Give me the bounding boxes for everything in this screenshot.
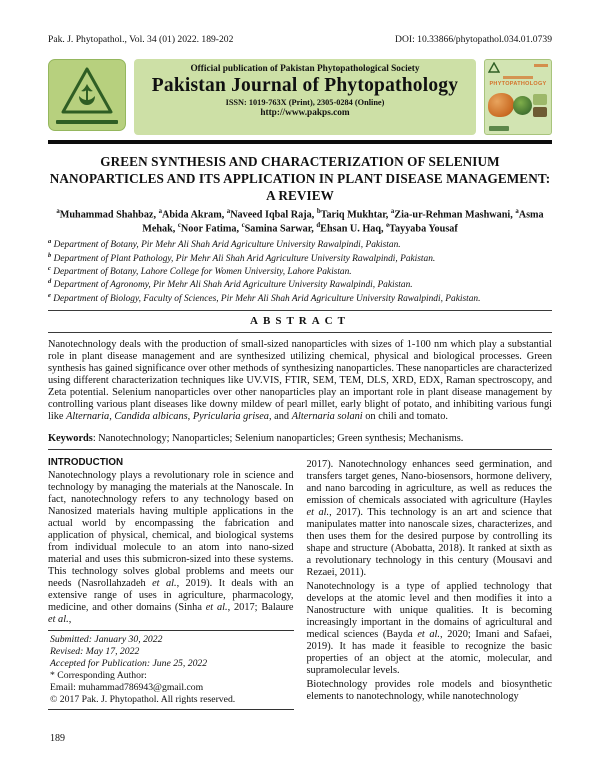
abstract-text: Nanotechnology deals with the production of small-sized nanoparticles with sizes of 1-100 nm which play a substantial role in plant disease management and are synthesized utilizing chemical, physical and biological processes. Green synthesis has gained significance over other methods of synthesizing nanoparticles. These nanoparticles are characterized using different characterization techniques like UV.VIS, FTIR, SEM, TEM, DLS, XRD, EDX, Raman spectroscopy, and Zeta potential. Selenium nanoparticles over other nanoparticles play an important role in plant disease management by controlling various plant diseases like downy mildew of pearl millet, early blight of potato, and inhibiting various fungi like Alternaria, Candida albicans, Pyricularia grisea, and Alternaria solani on chili and tomato. [48,338,552,423]
society-triangle-icon [59,66,115,118]
cover-photo-small-bottom [533,107,547,117]
affiliation-line: $^b$ Department of Plant Pathology, Pir Mehr Ali Shah Arid Agriculture University Rawalpindi, Pakistan. [48,251,436,264]
article-title: GREEN SYNTHESIS AND CHARACTERIZATION OF SELENIUM NANOPARTICLES AND ITS APPLICATION IN PLANT DISEASE MANAGEMENT: A REVIEW [49,153,551,203]
keywords-text: : Nanotechnology; Nanoparticles; Selenium nanoparticles; Green synthesis; Mechanisms. [92,433,464,445]
logo-caption-bar [56,120,118,124]
submitted-date: Submitted: January 30, 2022 [50,634,163,646]
cover-footer-bar [489,126,509,131]
revised-date: Revised: May 17, 2022 [50,646,140,658]
journal-website: http://www.pakps.com [260,108,350,118]
introduction-right-paragraph-3: Biotechnology provides role models and biosynthetic elements to nanotechnology, while nanotechnology [306,679,552,702]
cover-triangle-icon [488,62,500,73]
introduction-heading: INTRODUCTION [48,457,124,469]
affiliation-line: $^a$ Department of Botany, Pir Mehr Ali Shah Arid Agriculture University Rawalpindi, Pakistan. [48,238,401,251]
affiliation-line: $^e$ Department of Biology, Faculty of Sciences, Pir Mehr Ali Shah Arid Agriculture University Rawalpindi, Pakistan. [48,291,481,304]
society-publication-line: Official publication of Pakistan Phytopathological Society [190,64,420,74]
affiliation-line: $^c$ Department of Botany, Lahore College for Women University, Lahore Pakistan. [48,264,352,278]
author-list: $^a$Muhammad Shahbaz, $^a$Abida Akram, $^a$Naveed Iqbal Raja, $^b$Tariq Mukhtar, $^a$Zia-ur-Rehman Mashwani, $^a$Asma Mehak, $^c$Noor Fatima, $^c$Samina Sarwar, $^d$Ehsan U. Haq, $^e$Tayyaba Yousaf [56,207,544,234]
abstract-heading: ABSTRACT [250,314,350,327]
keywords-label: Keywords [48,433,93,445]
affiliation-line: $^d$ Department of Agronomy, Pir Mehr Ali Shah Arid Agriculture University Rawalpindi, Pakistan. [48,278,413,291]
accepted-date: Accepted for Publication: June 25, 2022 [50,658,208,670]
introduction-right-paragraph-2: Nanotechnology is a type of applied technology that develops at the atomic level and then modifies it into a Nanostructure with unique qualities. It is becoming increasingly important in the domains of agricultural and medical sciences (Bayda et al., 2020; Imani and Safaei, 2019). It has made it feasible to recognize the basic properties of an object at the atomic, molecular, and supramolecular levels. [306,581,552,677]
right-column [307,457,553,710]
journal-cover-thumbnail [484,59,552,135]
page-number: 189 [50,733,65,744]
cover-photo-collage [487,90,549,120]
cover-photo-small-top [533,94,547,105]
divider-above-abstract [48,310,552,311]
keywords-line [48,433,552,444]
journal-banner-row [48,59,552,135]
affiliations [48,238,552,305]
society-logo [48,59,126,131]
corresponding-author-email: Email: muhammad786943@gmail.com [50,682,204,694]
running-header [48,34,552,45]
cover-photo-orange [488,93,514,117]
introduction-left-paragraph: Nanotechnology plays a revolutionary role in science and technology by managing the materials at the Nanoscale. In fact, nanotechnology refers to any technology based on Nanosized materials having multiple applications in the actual world by encompassing the fabrication and application of physical, chemical, and biological systems from individual molecule to an atom into nano-sized material and uses this submicron-sized into these systems. This technology solves global problems and meets our needs (Nasrollahzadeh et al., 2019). It deals with an extensive range of uses in agriculture, pharmacology, medicine, and other domains (Sinha et al., 2017; Balaure et al., [48,470,294,626]
doi-text: DOI: 10.33866/phytopathol.034.01.0739 [395,34,552,45]
journal-masthead [134,59,476,135]
cover-issue-tag [534,64,548,67]
cover-subtitle-bar [503,76,533,79]
issn-line: ISSN: 1019-763X (Print), 2305-0284 (Online) [225,98,385,107]
journal-title: Pakistan Journal of Phytopathology [151,75,459,96]
copyright-line: © 2017 Pak. J. Phytopathol. All rights reserved. [50,694,236,706]
divider-below-abstract-heading [48,332,552,333]
cover-title-text: PHYTOPATHOLOGY [489,81,547,87]
left-column [48,457,294,710]
introduction-right-paragraph-1: 2017). Nanotechnology enhances seed germination, and transfers target genes, Nano-biosensors, hormone delivery, and nano barcoding in agriculture, as well as reduces the emission of chemicals associated with agriculture (Hayles et al., 2017). This technology is an art and science that manipulates matter into nanoscale sizes, characterizes, and then uses them for the desired purpose by controlling its shape and structure (Abobatta, 2018). It ranked at sixth as a revolutionary technology in this century (Mousavi and Rezaei, 2011). [306,459,552,579]
two-column-body [48,457,552,710]
article-history-footnote [48,630,294,710]
masthead-divider [48,140,552,144]
citation-text: Pak. J. Phytopathol., Vol. 34 (01) 2022. 189-202 [48,34,234,45]
corresponding-author-label: * Corresponding Author: [50,670,147,682]
divider-above-introduction [48,449,552,450]
cover-photo-spore [513,96,532,115]
